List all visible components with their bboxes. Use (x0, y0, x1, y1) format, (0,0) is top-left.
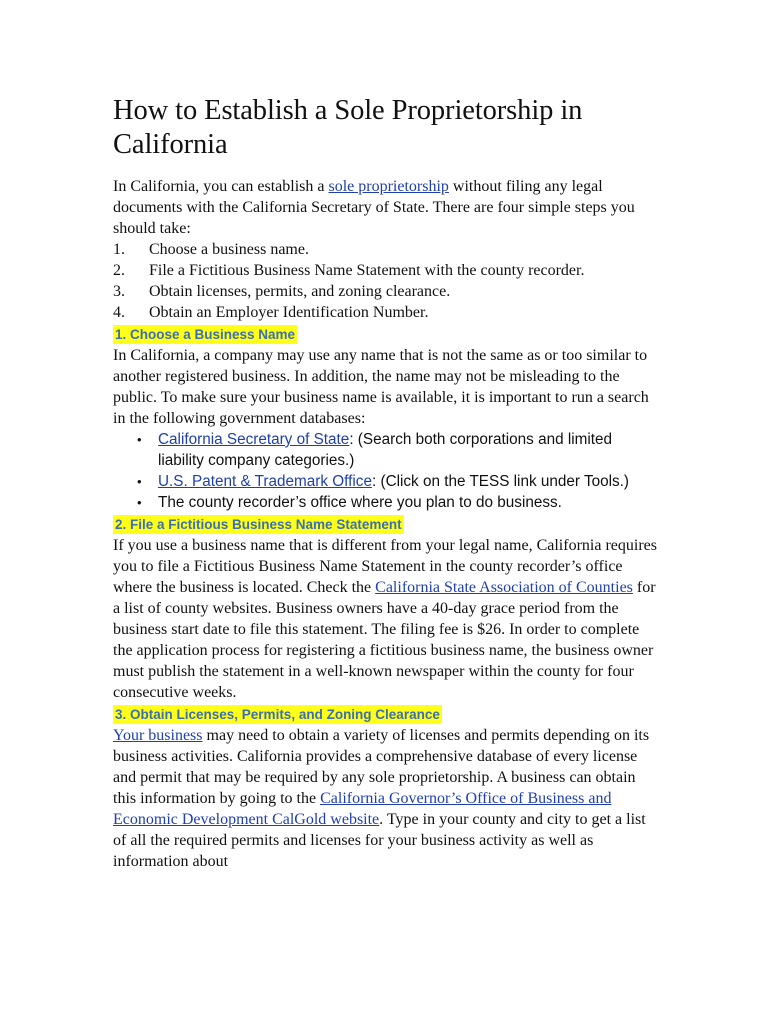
section-1-heading: 1. Choose a Business Name (115, 327, 296, 342)
bullet-text: The county recorder’s office where you plan to do business. (158, 494, 562, 511)
section-3-text-post: . Type in your county and city to get a list of all the required permits and licenses for your business activity as well as information about (113, 811, 646, 870)
step-text: File a Fictitious Business Name Statement with the county recorder. (149, 262, 585, 279)
step-number: 3. (113, 283, 125, 300)
database-list (113, 429, 637, 513)
calgold-link[interactable]: California Governor’s Office of Business and Economic Development CalGold website (113, 790, 612, 828)
bullet-icon: • (137, 432, 142, 447)
section-2-heading: 2. File a Fictitious Business Name Statement (115, 517, 402, 532)
list-item (137, 429, 637, 471)
intro-text-pre: In California, you can establish a (113, 178, 329, 195)
section-2-paragraph (113, 535, 658, 703)
step-text: Choose a business name. (149, 241, 309, 258)
bullet-icon: • (137, 474, 142, 489)
step-number: 1. (113, 241, 125, 258)
list-item (137, 492, 637, 513)
section-3-paragraph (113, 725, 658, 872)
steps-list (113, 239, 668, 323)
sole-proprietorship-link[interactable]: sole proprietorship (328, 178, 449, 195)
list-item (113, 239, 668, 260)
uspto-link[interactable]: U.S. Patent & Trademark Office (158, 473, 372, 490)
section-2-text-post: for a list of county websites. Business owners have a 40-day grace period from the business start date to file this statement. The filing fee is $26. In order to complete the application process for registering a fictitious business name, the business owner must publish the statement in a well-known newspaper within the county for four consecutive weeks. (113, 579, 656, 701)
intro-text-post: without filing any legal documents with the California Secretary of State. There are four simple steps you should take: (113, 178, 635, 237)
your-business-link[interactable]: Your business (113, 727, 203, 744)
section-2-text-pre: If you use a business name that is different from your legal name, California requires you to file a Fictitious Business Name Statement in the county recorder’s office where the business is located. Check the (113, 537, 657, 596)
bullet-text: : (Search both corporations and limited liability company categories.) (158, 431, 613, 469)
csac-link[interactable]: California State Association of Counties (375, 579, 633, 596)
section-3-heading: 3. Obtain Licenses, Permits, and Zoning Clearance (115, 707, 440, 722)
list-item (137, 471, 637, 492)
list-item (113, 281, 668, 302)
list-item (113, 302, 668, 323)
bullet-text: : (Click on the TESS link under Tools.) (371, 473, 630, 490)
section-1-paragraph: In California, a company may use any name that is not the same as or too similar to another registered business. In addition, the name may not be misleading to the public. To make sure your business name is available, it is important to run a search in the following government databases: (113, 347, 649, 427)
step-text: Obtain an Employer Identification Number. (149, 304, 429, 321)
bullet-icon: • (137, 495, 142, 510)
intro-paragraph (113, 176, 658, 239)
step-text: Obtain licenses, permits, and zoning clearance. (149, 283, 451, 300)
step-number: 4. (113, 304, 125, 321)
ca-secretary-of-state-link[interactable]: California Secretary of State (158, 431, 350, 448)
page-title: How to Establish a Sole Proprietorship in California (113, 95, 583, 160)
list-item (113, 260, 668, 281)
section-3-text-mid: may need to obtain a variety of licenses and permits depending on its business activities. California provides a comprehensive database of every license and permit that may be required by any sole proprietorship. A business can obtain this information by going to the (113, 727, 650, 807)
step-number: 2. (113, 262, 125, 279)
